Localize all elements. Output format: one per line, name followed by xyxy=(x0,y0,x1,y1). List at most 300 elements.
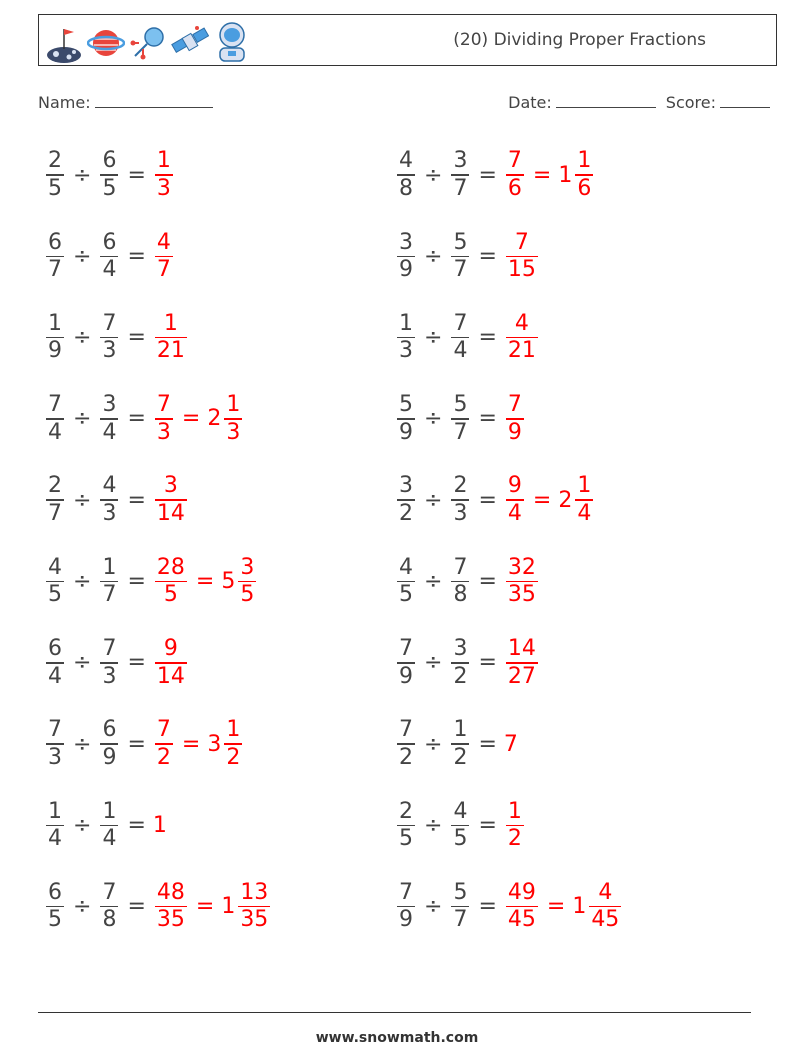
divide-sign: ÷ xyxy=(73,569,92,594)
divide-sign: ÷ xyxy=(73,162,92,188)
name-label: Name: xyxy=(38,93,91,112)
space-station-icon xyxy=(171,19,209,63)
problem-item xyxy=(395,142,595,208)
divisor-fraction-numerator: 7 xyxy=(453,554,468,580)
mixed-whole: 5 xyxy=(221,569,236,594)
dividend-fraction-denominator: 9 xyxy=(48,338,62,364)
answer-fraction-denominator: 2 xyxy=(507,826,522,852)
dividend-fraction xyxy=(46,717,64,771)
dividend-fraction xyxy=(46,555,64,609)
answer xyxy=(153,555,258,609)
dividend-fraction-numerator: 7 xyxy=(48,392,62,418)
divide-sign: ÷ xyxy=(73,650,92,676)
problem-item xyxy=(395,630,540,696)
divisor-fraction xyxy=(451,311,469,365)
answer xyxy=(504,311,540,365)
divisor-fraction-denominator: 7 xyxy=(453,175,468,201)
divisor-fraction-numerator: 6 xyxy=(102,148,117,174)
equals-sign: = xyxy=(127,487,146,513)
date-score-fields xyxy=(508,93,770,112)
divisor-fraction-denominator: 3 xyxy=(102,663,117,689)
divisor-fraction xyxy=(451,636,469,690)
dividend-fraction xyxy=(46,636,64,690)
dividend-fraction xyxy=(397,799,415,853)
answer-fraction-denominator: 14 xyxy=(156,500,185,526)
answer-fraction xyxy=(506,880,538,934)
answer-fraction xyxy=(506,799,524,853)
answer-equals-sign: = xyxy=(532,162,552,188)
dividend-fraction-denominator: 9 xyxy=(399,419,413,445)
divide-sign: ÷ xyxy=(73,487,92,513)
answer xyxy=(504,732,518,757)
answer-equals-sign: = xyxy=(195,894,215,920)
divisor-fraction-numerator: 5 xyxy=(453,392,468,418)
divisor-fraction-numerator: 4 xyxy=(453,798,468,824)
divide-sign: ÷ xyxy=(73,894,92,920)
answer-fraction-denominator: 6 xyxy=(507,175,522,201)
dividend-fraction-denominator: 4 xyxy=(48,826,62,852)
answer-fraction-denominator: 45 xyxy=(507,907,536,933)
answer-fraction-denominator: 15 xyxy=(507,257,536,283)
answer xyxy=(153,880,272,934)
divisor-fraction-denominator: 4 xyxy=(453,338,468,364)
divisor-fraction-numerator: 6 xyxy=(102,229,117,255)
divisor-fraction-denominator: 4 xyxy=(102,419,117,445)
dividend-fraction xyxy=(397,230,415,284)
equals-sign: = xyxy=(127,569,146,594)
divisor-fraction-denominator: 2 xyxy=(453,663,468,689)
mixed-fraction-denominator: 2 xyxy=(226,744,241,770)
answer-fraction-denominator: 4 xyxy=(507,500,522,526)
dividend-fraction-numerator: 7 xyxy=(399,636,413,662)
divisor-fraction-denominator: 9 xyxy=(102,744,117,770)
problem-item xyxy=(44,223,175,289)
divide-sign: ÷ xyxy=(73,731,92,757)
dividend-fraction-numerator: 7 xyxy=(399,717,413,743)
divisor-fraction-numerator: 7 xyxy=(102,879,117,905)
answer-fraction xyxy=(506,636,538,690)
mixed-fraction-denominator: 6 xyxy=(577,175,592,201)
divisor-fraction-numerator: 1 xyxy=(453,717,468,743)
mixed-fraction-numerator: 1 xyxy=(226,717,241,743)
divisor-fraction-denominator: 7 xyxy=(102,582,117,608)
answer-fraction-numerator: 14 xyxy=(507,636,536,662)
divide-sign: ÷ xyxy=(424,812,443,838)
answer-equals-sign: = xyxy=(532,487,552,513)
divisor-fraction xyxy=(451,230,469,284)
answer xyxy=(504,392,526,446)
name-blank[interactable] xyxy=(95,93,213,108)
answer xyxy=(504,230,540,284)
divisor-fraction xyxy=(100,392,118,446)
equals-sign: = xyxy=(478,569,497,594)
answer-fraction-numerator: 7 xyxy=(514,229,529,255)
mixed-fraction xyxy=(238,555,256,609)
divisor-fraction-numerator: 2 xyxy=(453,473,468,499)
answer-fraction xyxy=(506,148,524,202)
answer-fraction xyxy=(155,311,187,365)
answer xyxy=(504,880,623,934)
answer-fraction-denominator: 35 xyxy=(507,582,536,608)
divide-sign: ÷ xyxy=(424,487,443,513)
answer-fraction xyxy=(506,392,524,446)
dividend-fraction xyxy=(397,636,415,690)
dividend-fraction-numerator: 6 xyxy=(48,229,62,255)
divisor-fraction xyxy=(451,717,469,771)
mixed-fraction xyxy=(238,880,270,934)
answer-equals-sign: = xyxy=(181,406,201,432)
equals-sign: = xyxy=(127,325,146,351)
divisor-fraction-numerator: 5 xyxy=(453,879,468,905)
divisor-fraction xyxy=(100,717,118,771)
divisor-fraction xyxy=(100,230,118,284)
mixed-fraction xyxy=(575,148,593,202)
answer-fraction xyxy=(506,311,538,365)
answer xyxy=(504,636,540,690)
equals-sign: = xyxy=(127,650,146,676)
divisor-fraction-numerator: 7 xyxy=(102,310,117,336)
dividend-fraction xyxy=(397,473,415,527)
equals-sign: = xyxy=(478,325,497,351)
answer-fraction-numerator: 7 xyxy=(507,392,522,418)
problem-item xyxy=(44,305,189,371)
equals-sign: = xyxy=(127,812,146,838)
answer-fraction-denominator: 3 xyxy=(156,419,171,445)
answer-fraction-denominator: 9 xyxy=(507,419,522,445)
dividend-fraction-numerator: 1 xyxy=(48,310,62,336)
answer-fraction-numerator: 49 xyxy=(507,879,536,905)
equals-sign: = xyxy=(478,894,497,920)
mixed-fraction-denominator: 3 xyxy=(226,419,241,445)
dividend-fraction-numerator: 4 xyxy=(399,148,413,174)
answer-fraction-numerator: 3 xyxy=(163,473,178,499)
problem-item xyxy=(395,305,540,371)
mixed-whole: 1 xyxy=(221,894,236,920)
equals-sign: = xyxy=(127,731,146,757)
equals-sign: = xyxy=(478,162,497,188)
answer-fraction-numerator: 28 xyxy=(156,554,185,580)
dividend-fraction xyxy=(397,880,415,934)
dividend-fraction-denominator: 5 xyxy=(48,175,62,201)
dividend-fraction-denominator: 5 xyxy=(399,582,413,608)
divisor-fraction xyxy=(100,880,118,934)
equals-sign: = xyxy=(127,162,146,188)
problem-item xyxy=(44,467,189,533)
answer-fraction-numerator: 7 xyxy=(156,717,171,743)
answer-equals-sign: = xyxy=(546,894,566,920)
answer-whole: 7 xyxy=(503,731,518,757)
answer-fraction-numerator: 1 xyxy=(156,148,171,174)
divisor-fraction-numerator: 4 xyxy=(102,473,117,499)
divisor-fraction-numerator: 7 xyxy=(102,636,117,662)
answer-fraction-denominator: 21 xyxy=(156,338,185,364)
dividend-fraction-denominator: 9 xyxy=(399,257,413,283)
answer-fraction xyxy=(155,230,173,284)
problem-item xyxy=(44,792,167,858)
divide-sign: ÷ xyxy=(73,406,92,432)
planet-icon xyxy=(87,19,125,63)
dividend-fraction xyxy=(397,717,415,771)
answer-fraction-denominator: 27 xyxy=(507,663,536,689)
divisor-fraction-denominator: 4 xyxy=(102,257,117,283)
answer xyxy=(504,799,526,853)
answer-fraction-numerator: 7 xyxy=(156,392,171,418)
footer-divider xyxy=(38,1012,751,1013)
mixed-fraction-denominator: 4 xyxy=(577,500,592,526)
divisor-fraction-numerator: 6 xyxy=(102,717,117,743)
divide-sign: ÷ xyxy=(424,650,443,676)
dividend-fraction-numerator: 7 xyxy=(399,879,413,905)
divisor-fraction xyxy=(100,148,118,202)
divisor-fraction-denominator: 4 xyxy=(102,826,117,852)
divide-sign: ÷ xyxy=(424,731,443,757)
dividend-fraction-numerator: 3 xyxy=(399,229,413,255)
divisor-fraction-denominator: 2 xyxy=(453,744,468,770)
problem-item xyxy=(44,874,272,940)
divisor-fraction xyxy=(451,880,469,934)
answer-fraction xyxy=(506,555,538,609)
divisor-fraction-denominator: 5 xyxy=(453,826,468,852)
divisor-fraction xyxy=(451,799,469,853)
dividend-fraction-numerator: 1 xyxy=(48,798,62,824)
mixed-fraction-denominator: 45 xyxy=(591,907,620,933)
divisor-fraction xyxy=(100,799,118,853)
dividend-fraction xyxy=(397,392,415,446)
answer-fraction-numerator: 7 xyxy=(507,148,522,174)
divisor-fraction-numerator: 3 xyxy=(453,148,468,174)
header-icons xyxy=(45,19,251,63)
answer-fraction-denominator: 21 xyxy=(507,338,536,364)
problem-item xyxy=(395,792,526,858)
astronaut-icon xyxy=(213,19,251,63)
divisor-fraction-denominator: 8 xyxy=(102,907,117,933)
dividend-fraction-numerator: 5 xyxy=(399,392,413,418)
mixed-fraction xyxy=(589,880,621,934)
divisor-fraction-numerator: 1 xyxy=(102,554,117,580)
answer-equals-sign: = xyxy=(195,569,215,594)
dividend-fraction-denominator: 4 xyxy=(48,419,62,445)
answer-fraction-denominator: 7 xyxy=(156,257,171,283)
answer-fraction-numerator: 1 xyxy=(507,798,522,824)
answer-fraction xyxy=(155,148,173,202)
equals-sign: = xyxy=(478,731,497,757)
answer-fraction xyxy=(506,230,538,284)
dividend-fraction-numerator: 2 xyxy=(48,148,62,174)
dividend-fraction-denominator: 4 xyxy=(48,663,62,689)
dividend-fraction-denominator: 7 xyxy=(48,257,62,283)
answer xyxy=(153,392,244,446)
divisor-fraction-numerator: 1 xyxy=(102,798,117,824)
answer-fraction-numerator: 32 xyxy=(507,554,536,580)
answer xyxy=(153,813,167,838)
score-label: Score: xyxy=(665,93,716,112)
problem-item xyxy=(395,467,595,533)
mixed-whole: 3 xyxy=(207,731,222,757)
dividend-fraction xyxy=(397,311,415,365)
mixed-fraction-numerator: 13 xyxy=(240,879,269,905)
answer-fraction-numerator: 48 xyxy=(156,879,185,905)
answer-fraction xyxy=(506,473,524,527)
dividend-fraction-denominator: 7 xyxy=(48,500,62,526)
mixed-fraction-numerator: 1 xyxy=(577,473,592,499)
divisor-fraction xyxy=(451,473,469,527)
score-field xyxy=(666,93,770,112)
mixed-fraction-denominator: 5 xyxy=(240,582,255,608)
mixed-fraction-numerator: 1 xyxy=(226,392,241,418)
equals-sign: = xyxy=(478,812,497,838)
answer xyxy=(153,636,189,690)
mixed-fraction-denominator: 35 xyxy=(240,907,269,933)
dividend-fraction-denominator: 2 xyxy=(399,500,413,526)
equals-sign: = xyxy=(127,894,146,920)
answer xyxy=(153,148,175,202)
divisor-fraction-numerator: 7 xyxy=(453,310,468,336)
dividend-fraction-numerator: 1 xyxy=(399,310,413,336)
answer xyxy=(153,311,189,365)
dividend-fraction xyxy=(46,148,64,202)
answer-fraction-numerator: 9 xyxy=(507,473,522,499)
mixed-fraction xyxy=(575,473,593,527)
divide-sign: ÷ xyxy=(424,894,443,920)
header-box xyxy=(38,14,777,66)
problem-item xyxy=(44,142,175,208)
dividend-fraction-numerator: 6 xyxy=(48,879,62,905)
problem-item xyxy=(395,549,540,615)
equals-sign: = xyxy=(478,487,497,513)
equals-sign: = xyxy=(127,406,146,432)
answer-fraction xyxy=(155,717,173,771)
equals-sign: = xyxy=(478,243,497,269)
satellite-icon xyxy=(129,19,167,63)
divisor-fraction-denominator: 7 xyxy=(453,419,468,445)
divisor-fraction xyxy=(451,392,469,446)
dividend-fraction xyxy=(397,555,415,609)
score-blank[interactable] xyxy=(720,93,770,108)
answer xyxy=(153,473,189,527)
answer-fraction-denominator: 2 xyxy=(156,744,171,770)
problem-item xyxy=(44,711,244,777)
dividend-fraction xyxy=(46,473,64,527)
answer-fraction-numerator: 4 xyxy=(514,310,529,336)
date-field xyxy=(508,93,656,112)
dividend-fraction-denominator: 9 xyxy=(399,663,413,689)
divisor-fraction xyxy=(100,473,118,527)
problem-item xyxy=(395,874,623,940)
dividend-fraction-numerator: 6 xyxy=(48,636,62,662)
divisor-fraction-denominator: 5 xyxy=(102,175,117,201)
equals-sign: = xyxy=(127,243,146,269)
divide-sign: ÷ xyxy=(73,812,92,838)
problem-item xyxy=(44,386,244,452)
mixed-fraction-numerator: 1 xyxy=(577,148,592,174)
mixed-fraction-numerator: 3 xyxy=(240,554,255,580)
divide-sign: ÷ xyxy=(424,162,443,188)
answer-fraction xyxy=(155,473,187,527)
dividend-fraction-numerator: 4 xyxy=(48,554,62,580)
dividend-fraction-numerator: 2 xyxy=(48,473,62,499)
divide-sign: ÷ xyxy=(73,243,92,269)
dividend-fraction xyxy=(46,311,64,365)
divisor-fraction-numerator: 3 xyxy=(453,636,468,662)
mixed-whole: 2 xyxy=(558,487,573,513)
mixed-whole: 1 xyxy=(558,162,573,188)
divisor-fraction-numerator: 5 xyxy=(453,229,468,255)
divide-sign: ÷ xyxy=(424,243,443,269)
answer xyxy=(153,717,244,771)
answer-fraction-denominator: 35 xyxy=(156,907,185,933)
answer xyxy=(153,230,175,284)
divisor-fraction-denominator: 7 xyxy=(453,257,468,283)
mixed-whole: 2 xyxy=(207,406,222,432)
answer-fraction-numerator: 4 xyxy=(156,229,171,255)
answer-equals-sign: = xyxy=(181,731,201,757)
sheet-title: (20) Dividing Proper Fractions xyxy=(453,30,706,50)
dividend-fraction-numerator: 3 xyxy=(399,473,413,499)
moon-flag-icon xyxy=(45,19,83,63)
answer-fraction xyxy=(155,555,187,609)
divide-sign: ÷ xyxy=(424,569,443,594)
equals-sign: = xyxy=(478,650,497,676)
dividend-fraction xyxy=(46,799,64,853)
answer xyxy=(504,473,595,527)
mixed-fraction-numerator: 4 xyxy=(598,879,613,905)
divide-sign: ÷ xyxy=(424,406,443,432)
problem-item xyxy=(395,386,526,452)
dividend-fraction-denominator: 8 xyxy=(399,175,413,201)
problem-item xyxy=(395,711,518,777)
mixed-fraction xyxy=(224,392,242,446)
answer-fraction-denominator: 5 xyxy=(163,582,178,608)
divisor-fraction-numerator: 3 xyxy=(102,392,117,418)
answer-fraction-denominator: 3 xyxy=(156,175,171,201)
equals-sign: = xyxy=(478,406,497,432)
divisor-fraction xyxy=(451,148,469,202)
dividend-fraction xyxy=(397,148,415,202)
dividend-fraction-denominator: 5 xyxy=(399,826,413,852)
footer-url: www.snowmath.com xyxy=(315,1030,479,1046)
dividend-fraction-numerator: 7 xyxy=(48,717,62,743)
answer xyxy=(504,555,540,609)
problem-item xyxy=(395,223,540,289)
problem-item xyxy=(44,549,258,615)
answer-fraction xyxy=(155,636,187,690)
divisor-fraction-denominator: 8 xyxy=(453,582,468,608)
answer-fraction-numerator: 1 xyxy=(163,310,178,336)
dividend-fraction-denominator: 2 xyxy=(399,744,413,770)
name-field xyxy=(38,93,213,112)
answer-fraction xyxy=(155,392,173,446)
answer xyxy=(504,148,595,202)
dividend-fraction-denominator: 9 xyxy=(399,907,413,933)
divide-sign: ÷ xyxy=(424,325,443,351)
dividend-fraction xyxy=(46,230,64,284)
problem-item xyxy=(44,630,189,696)
dividend-fraction-denominator: 5 xyxy=(48,582,62,608)
dividend-fraction-numerator: 4 xyxy=(399,554,413,580)
date-label: Date: xyxy=(508,93,552,112)
date-blank[interactable] xyxy=(556,93,656,108)
divisor-fraction-denominator: 3 xyxy=(102,338,117,364)
dividend-fraction-numerator: 2 xyxy=(399,798,413,824)
dividend-fraction xyxy=(46,392,64,446)
dividend-fraction-denominator: 5 xyxy=(48,907,62,933)
divisor-fraction-denominator: 3 xyxy=(102,500,117,526)
mixed-whole: 1 xyxy=(572,894,587,920)
answer-whole: 1 xyxy=(152,812,167,838)
divisor-fraction-denominator: 7 xyxy=(453,907,468,933)
divide-sign: ÷ xyxy=(73,325,92,351)
answer-fraction-numerator: 9 xyxy=(163,636,178,662)
